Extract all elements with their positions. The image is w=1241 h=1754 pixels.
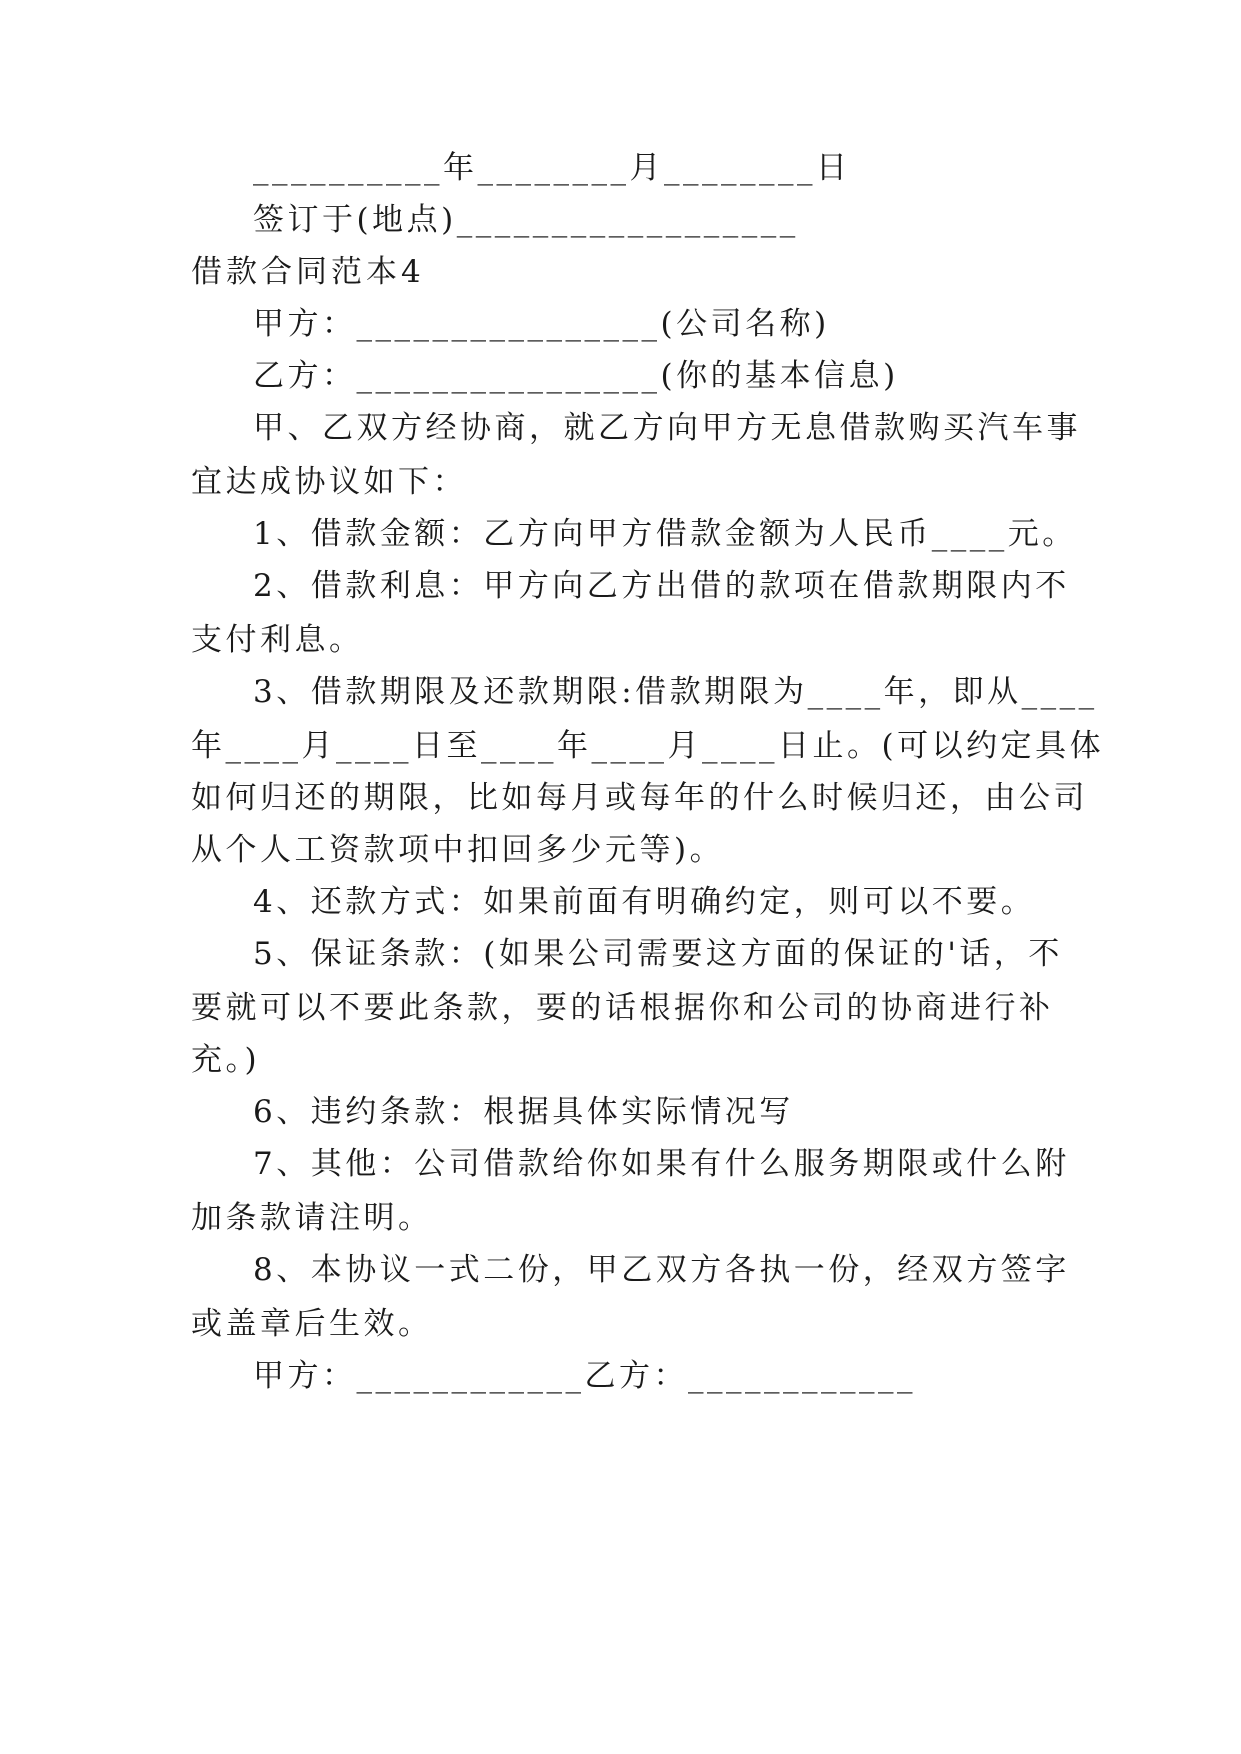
section-heading: 借款合同范本4 xyxy=(191,254,425,290)
clause-1-line: 1、借款金额：乙方向甲方借款金额为人民币____元。 xyxy=(253,516,1077,552)
clause-8-line-2: 或盖章后生效。 xyxy=(191,1306,433,1342)
clause-3-line-2: 年____月____日至____年____月____日止。(可以约定具体 xyxy=(191,728,1105,764)
intro-paragraph-line-1: 甲、乙双方经协商，就乙方向甲方无息借款购买汽车事 xyxy=(253,410,1081,446)
clause-4-line: 4、还款方式：如果前面有明确约定，则可以不要。 xyxy=(253,884,1036,920)
clause-3-line-3: 如何归还的期限，比如每月或每年的什么时候归还，由公司 xyxy=(191,780,1088,816)
clause-7-line-1: 7、其他：公司借款给你如果有什么服务期限或什么附 xyxy=(253,1146,1070,1182)
signature-line: 甲方：____________乙方：____________ xyxy=(253,1358,916,1394)
clause-2-line-1: 2、借款利息：甲方向乙方出借的款项在借款期限内不 xyxy=(253,568,1070,604)
clause-5-line-2: 要就可以不要此条款，要的话根据你和公司的协商进行补 xyxy=(191,990,1054,1026)
clause-5-line-1: 5、保证条款：(如果公司需要这方面的保证的'话，不 xyxy=(253,936,1063,972)
clause-2-line-2: 支付利息。 xyxy=(191,622,364,658)
date-line: __________年________月________日 xyxy=(253,150,851,186)
clause-6-line: 6、违约条款：根据具体实际情况写 xyxy=(253,1094,794,1130)
clause-3-line-4: 从个人工资款项中扣回多少元等)。 xyxy=(191,832,725,868)
clause-5-line-3: 充。) xyxy=(191,1042,261,1078)
party-a-line: 甲方：________________(公司名称) xyxy=(253,306,830,342)
clause-7-line-2: 加条款请注明。 xyxy=(191,1200,433,1236)
intro-paragraph-line-2: 宜达成协议如下： xyxy=(191,464,467,500)
clause-8-line-1: 8、本协议一式二份，甲乙双方各执一份，经双方签字 xyxy=(253,1252,1070,1288)
party-b-line: 乙方：________________(你的基本信息) xyxy=(253,358,899,394)
clause-3-line-1: 3、借款期限及还款期限:借款期限为____年，即从____ xyxy=(253,674,1098,710)
signing-location-line: 签订于(地点)__________________ xyxy=(253,202,799,238)
